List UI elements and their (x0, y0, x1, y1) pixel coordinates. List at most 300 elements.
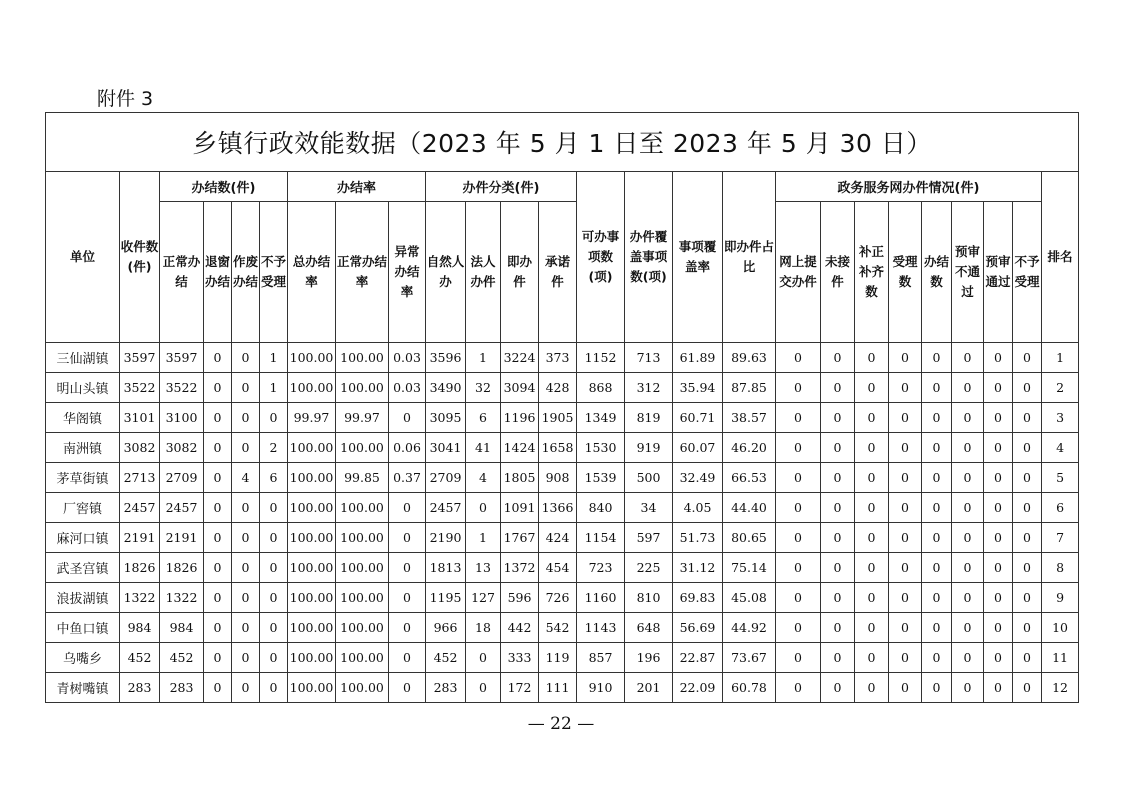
table-cell: 0 (855, 403, 889, 433)
cell-unit: 武圣宫镇 (46, 553, 120, 583)
table-cell: 0 (889, 433, 922, 463)
table-cell: 0.06 (389, 433, 426, 463)
table-cell: 0 (889, 613, 922, 643)
header-instant: 即办件 (501, 202, 539, 343)
table-cell: 6 (260, 463, 288, 493)
cell-unit: 厂窖镇 (46, 493, 120, 523)
table-row (46, 433, 1079, 463)
table-cell: 0.03 (389, 373, 426, 403)
table-cell: 4 (466, 463, 501, 493)
table-cell: 0 (952, 583, 984, 613)
table-row (46, 373, 1079, 403)
table-cell: 0 (1013, 583, 1042, 613)
table-cell: 75.14 (723, 553, 776, 583)
table-cell: 966 (426, 613, 466, 643)
table-cell: 0 (389, 673, 426, 703)
header-rank: 排名 (1042, 172, 1079, 343)
table-cell: 1195 (426, 583, 466, 613)
table-cell: 2191 (120, 523, 160, 553)
table-cell: 454 (539, 553, 577, 583)
table-cell: 1 (260, 373, 288, 403)
table-cell: 0 (821, 613, 855, 643)
header-not-received: 未接件 (821, 202, 855, 343)
table-cell: 0 (776, 523, 821, 553)
header-done-count: 办结数 (922, 202, 952, 343)
table-cell: 3 (1042, 403, 1079, 433)
table-cell: 4 (232, 463, 260, 493)
table-cell: 225 (625, 553, 673, 583)
table-cell: 172 (501, 673, 539, 703)
table-cell: 713 (625, 343, 673, 373)
table-cell: 1 (260, 343, 288, 373)
table-cell: 0 (922, 433, 952, 463)
table-cell: 840 (577, 493, 625, 523)
table-cell: 1 (466, 523, 501, 553)
table-cell: 100.00 (336, 673, 389, 703)
table-cell: 0 (1013, 403, 1042, 433)
table-cell: 0 (855, 373, 889, 403)
table-cell: 0 (776, 463, 821, 493)
table-cell: 0 (260, 583, 288, 613)
table-cell: 596 (501, 583, 539, 613)
table-cell: 2457 (426, 493, 466, 523)
table-cell: 66.53 (723, 463, 776, 493)
table-cell: 100.00 (288, 433, 336, 463)
header-coverage-rate: 事项覆盖率 (673, 172, 723, 343)
table-cell: 0 (776, 493, 821, 523)
table-cell: 2190 (426, 523, 466, 553)
table-cell: 0 (776, 643, 821, 673)
table-cell: 34 (625, 493, 673, 523)
table-cell: 2709 (426, 463, 466, 493)
table-cell: 3596 (426, 343, 466, 373)
table-cell: 100.00 (336, 613, 389, 643)
table-cell: 0 (922, 403, 952, 433)
table-cell: 0 (232, 613, 260, 643)
header-pre-fail: 预审不通过 (952, 202, 984, 343)
table-cell: 0 (984, 403, 1013, 433)
table-cell: 0 (984, 373, 1013, 403)
table-cell: 0 (821, 673, 855, 703)
table-cell: 283 (120, 673, 160, 703)
table-cell: 984 (120, 613, 160, 643)
table-cell: 0 (821, 553, 855, 583)
table-cell: 0 (389, 583, 426, 613)
table-cell: 1322 (160, 583, 204, 613)
table-cell: 6 (1042, 493, 1079, 523)
table-cell: 0 (204, 493, 232, 523)
table-cell: 0 (260, 553, 288, 583)
table-cell: 0 (855, 343, 889, 373)
table-cell: 0 (855, 613, 889, 643)
table-cell: 0 (466, 493, 501, 523)
table-cell: 0 (1013, 523, 1042, 553)
table-cell: 0 (984, 493, 1013, 523)
table-cell: 99.97 (336, 403, 389, 433)
table-cell: 0 (389, 643, 426, 673)
table-cell: 0 (821, 523, 855, 553)
table-cell: 2 (260, 433, 288, 463)
table-cell: 0 (855, 493, 889, 523)
table-cell: 1 (466, 343, 501, 373)
cell-unit: 麻河口镇 (46, 523, 120, 553)
cell-unit: 茅草街镇 (46, 463, 120, 493)
table-cell: 452 (120, 643, 160, 673)
table-cell: 100.00 (336, 583, 389, 613)
header-available-items: 可办事项数(项) (577, 172, 625, 343)
table-cell: 100.00 (288, 553, 336, 583)
table-cell: 726 (539, 583, 577, 613)
table-cell: 0 (984, 553, 1013, 583)
table-cell: 100.00 (288, 583, 336, 613)
table-cell: 2 (1042, 373, 1079, 403)
table-cell: 1805 (501, 463, 539, 493)
table-cell: 0.03 (389, 343, 426, 373)
header-unit: 单位 (46, 172, 120, 343)
table-cell: 201 (625, 673, 673, 703)
table-cell: 0 (776, 403, 821, 433)
table-cell: 0 (204, 403, 232, 433)
table-cell: 127 (466, 583, 501, 613)
table-title: 乡镇行政效能数据（2023 年 5 月 1 日至 2023 年 5 月 30 日） (46, 113, 1079, 172)
table-cell: 424 (539, 523, 577, 553)
header-abnormal-rate: 异常办结率 (389, 202, 426, 343)
table-cell: 196 (625, 643, 673, 673)
table-cell: 0 (260, 613, 288, 643)
table-cell: 0.37 (389, 463, 426, 493)
table-cell: 100.00 (288, 463, 336, 493)
header-group-done: 办结数(件) (160, 172, 288, 202)
table-cell: 0 (922, 523, 952, 553)
table-cell: 0 (389, 553, 426, 583)
table-cell: 0 (855, 673, 889, 703)
table-cell: 0 (889, 553, 922, 583)
table-cell: 597 (625, 523, 673, 553)
table-cell: 0 (922, 613, 952, 643)
table-cell: 0 (776, 613, 821, 643)
table-cell: 0 (204, 373, 232, 403)
table-cell: 1539 (577, 463, 625, 493)
table-cell: 3522 (160, 373, 204, 403)
table-cell: 1658 (539, 433, 577, 463)
header-group-class: 办件分类(件) (426, 172, 577, 202)
table-cell: 1322 (120, 583, 160, 613)
table-cell: 8 (1042, 553, 1079, 583)
table-cell: 0 (821, 373, 855, 403)
cell-unit: 华阁镇 (46, 403, 120, 433)
table-cell: 0 (821, 583, 855, 613)
header-pre-pass: 预审通过 (984, 202, 1013, 343)
table-cell: 13 (466, 553, 501, 583)
table-cell: 0 (204, 643, 232, 673)
table-cell: 0 (204, 343, 232, 373)
header-promised: 承诺件 (539, 202, 577, 343)
table-cell: 0 (1013, 673, 1042, 703)
table-cell: 908 (539, 463, 577, 493)
table-cell: 910 (577, 673, 625, 703)
table-cell: 0 (984, 523, 1013, 553)
table-cell: 60.78 (723, 673, 776, 703)
table-cell: 1530 (577, 433, 625, 463)
table-cell: 0 (922, 553, 952, 583)
table-cell: 3082 (120, 433, 160, 463)
table-cell: 0 (889, 463, 922, 493)
table-cell: 32 (466, 373, 501, 403)
table-cell: 0 (204, 673, 232, 703)
table-cell: 73.67 (723, 643, 776, 673)
table-cell: 1349 (577, 403, 625, 433)
table-cell: 100.00 (288, 613, 336, 643)
table-cell: 857 (577, 643, 625, 673)
table-cell: 100.00 (336, 493, 389, 523)
table-cell: 283 (426, 673, 466, 703)
table-cell: 0 (232, 403, 260, 433)
table-cell: 1813 (426, 553, 466, 583)
table-cell: 0 (204, 523, 232, 553)
table-cell: 0 (855, 433, 889, 463)
table-cell: 0 (889, 343, 922, 373)
table-cell: 3082 (160, 433, 204, 463)
table-cell: 2191 (160, 523, 204, 553)
table-cell: 3095 (426, 403, 466, 433)
table-cell: 0 (952, 553, 984, 583)
table-cell: 3597 (160, 343, 204, 373)
table-cell: 373 (539, 343, 577, 373)
table-cell: 648 (625, 613, 673, 643)
table-cell: 0 (232, 493, 260, 523)
table-cell: 18 (466, 613, 501, 643)
header-received: 收件数(件) (120, 172, 160, 343)
table-cell: 0 (204, 583, 232, 613)
table-row (46, 583, 1079, 613)
table-cell: 51.73 (673, 523, 723, 553)
table-cell: 0 (889, 643, 922, 673)
table-cell: 46.20 (723, 433, 776, 463)
table-cell: 0 (1013, 613, 1042, 643)
header-online-submit: 网上提交办件 (776, 202, 821, 343)
table-cell: 0 (984, 673, 1013, 703)
table-cell: 0 (855, 553, 889, 583)
table-cell: 452 (160, 643, 204, 673)
table-cell: 2709 (160, 463, 204, 493)
table-cell: 0 (260, 673, 288, 703)
table-cell: 283 (160, 673, 204, 703)
table-cell: 810 (625, 583, 673, 613)
header-covered-items: 办件覆盖事项数(项) (625, 172, 673, 343)
table-cell: 61.89 (673, 343, 723, 373)
table-cell: 0 (952, 493, 984, 523)
table-cell: 0 (204, 553, 232, 583)
table-cell: 0 (1013, 493, 1042, 523)
table-cell: 0 (232, 643, 260, 673)
table-cell: 1143 (577, 613, 625, 643)
table-cell: 0 (776, 343, 821, 373)
table-cell: 1767 (501, 523, 539, 553)
table-cell: 87.85 (723, 373, 776, 403)
table-cell: 2457 (120, 493, 160, 523)
header-group-online: 政务服务网办件情况(件) (776, 172, 1042, 202)
header-accepted: 受理数 (889, 202, 922, 343)
table-cell: 0 (952, 343, 984, 373)
header-legal-person: 法人办件 (466, 202, 501, 343)
table-cell: 0 (889, 673, 922, 703)
table-cell: 100.00 (288, 373, 336, 403)
table-cell: 38.57 (723, 403, 776, 433)
table-cell: 1091 (501, 493, 539, 523)
table-cell: 100.00 (336, 433, 389, 463)
table-cell: 1366 (539, 493, 577, 523)
table-cell: 0 (922, 493, 952, 523)
table-cell: 0 (922, 643, 952, 673)
table-cell: 0 (389, 403, 426, 433)
table-cell: 984 (160, 613, 204, 643)
table-cell: 0 (232, 373, 260, 403)
header-online-not-accepted: 不予受理 (1013, 202, 1042, 343)
table-cell: 0 (855, 583, 889, 613)
table-cell: 0 (776, 583, 821, 613)
cell-unit: 三仙湖镇 (46, 343, 120, 373)
header-normal-rate: 正常办结率 (336, 202, 389, 343)
table-cell: 1372 (501, 553, 539, 583)
table-cell: 0 (232, 553, 260, 583)
table-cell: 0 (776, 373, 821, 403)
table-cell: 89.63 (723, 343, 776, 373)
table-cell: 3041 (426, 433, 466, 463)
table-row (46, 343, 1079, 373)
table-cell: 0 (821, 493, 855, 523)
table-cell: 119 (539, 643, 577, 673)
table-cell: 44.92 (723, 613, 776, 643)
table-cell: 44.40 (723, 493, 776, 523)
table-cell: 0 (260, 643, 288, 673)
table-cell: 2713 (120, 463, 160, 493)
cell-unit: 中鱼口镇 (46, 613, 120, 643)
table-row (46, 403, 1079, 433)
table-cell: 3490 (426, 373, 466, 403)
table-cell: 11 (1042, 643, 1079, 673)
table-cell: 3094 (501, 373, 539, 403)
table-cell: 100.00 (336, 523, 389, 553)
table-cell: 99.97 (288, 403, 336, 433)
table-cell: 100.00 (288, 343, 336, 373)
table-cell: 41 (466, 433, 501, 463)
table-cell: 4.05 (673, 493, 723, 523)
table-cell: 0 (984, 613, 1013, 643)
table-cell: 0 (952, 433, 984, 463)
table-cell: 0 (232, 433, 260, 463)
table-cell: 0 (466, 673, 501, 703)
header-group-rate: 办结率 (288, 172, 426, 202)
efficiency-table-wrapper (45, 112, 1078, 703)
table-cell: 32.49 (673, 463, 723, 493)
table-cell: 0 (984, 583, 1013, 613)
table-cell: 60.07 (673, 433, 723, 463)
table-cell: 56.69 (673, 613, 723, 643)
table-cell: 0 (260, 403, 288, 433)
table-cell: 0 (952, 523, 984, 553)
header-natural-person: 自然人办 (426, 202, 466, 343)
table-cell: 22.09 (673, 673, 723, 703)
table-cell: 100.00 (288, 523, 336, 553)
cell-unit: 浪拔湖镇 (46, 583, 120, 613)
table-cell: 3101 (120, 403, 160, 433)
table-cell: 100.00 (336, 643, 389, 673)
table-cell: 0 (204, 463, 232, 493)
table-cell: 1152 (577, 343, 625, 373)
header-supplement: 补正补齐数 (855, 202, 889, 343)
table-cell: 9 (1042, 583, 1079, 613)
table-cell: 0 (776, 673, 821, 703)
table-cell: 542 (539, 613, 577, 643)
table-cell: 2457 (160, 493, 204, 523)
table-cell: 1 (1042, 343, 1079, 373)
header-normal-done: 正常办结 (160, 202, 204, 343)
table-cell: 100.00 (336, 343, 389, 373)
table-cell: 0 (232, 523, 260, 553)
table-cell: 5 (1042, 463, 1079, 493)
table-cell: 442 (501, 613, 539, 643)
table-cell: 0 (821, 343, 855, 373)
table-cell: 0 (889, 403, 922, 433)
table-cell: 22.87 (673, 643, 723, 673)
table-cell: 1160 (577, 583, 625, 613)
table-cell: 819 (625, 403, 673, 433)
table-cell: 60.71 (673, 403, 723, 433)
table-cell: 312 (625, 373, 673, 403)
table-cell: 0 (260, 523, 288, 553)
table-row (46, 553, 1079, 583)
table-cell: 31.12 (673, 553, 723, 583)
table-cell: 100.00 (336, 373, 389, 403)
table-cell: 3597 (120, 343, 160, 373)
table-cell: 0 (1013, 433, 1042, 463)
table-cell: 0 (952, 673, 984, 703)
table-cell: 0 (260, 493, 288, 523)
table-cell: 0 (889, 523, 922, 553)
table-cell: 3224 (501, 343, 539, 373)
table-cell: 0 (466, 643, 501, 673)
table-cell: 723 (577, 553, 625, 583)
table-cell: 0 (952, 463, 984, 493)
table-cell: 0 (389, 523, 426, 553)
table-cell: 0 (984, 463, 1013, 493)
table-cell: 0 (855, 463, 889, 493)
table-cell: 0 (952, 373, 984, 403)
table-cell: 1905 (539, 403, 577, 433)
header-returned-done: 退窗办结 (204, 202, 232, 343)
table-cell: 0 (821, 463, 855, 493)
table-cell: 0 (1013, 373, 1042, 403)
table-cell: 0 (984, 433, 1013, 463)
table-cell: 428 (539, 373, 577, 403)
table-cell: 0 (821, 433, 855, 463)
cell-unit: 南洲镇 (46, 433, 120, 463)
cell-unit: 青树嘴镇 (46, 673, 120, 703)
table-cell: 0 (922, 463, 952, 493)
page-number: — 22 — (527, 714, 595, 734)
table-cell: 1424 (501, 433, 539, 463)
table-cell: 0 (952, 403, 984, 433)
table-row (46, 673, 1079, 703)
table-cell: 868 (577, 373, 625, 403)
table-cell: 0 (232, 583, 260, 613)
table-cell: 0 (889, 493, 922, 523)
table-cell: 80.65 (723, 523, 776, 553)
table-cell: 0 (232, 343, 260, 373)
table-cell: 0 (821, 403, 855, 433)
table-row (46, 463, 1079, 493)
table-row (46, 523, 1079, 553)
